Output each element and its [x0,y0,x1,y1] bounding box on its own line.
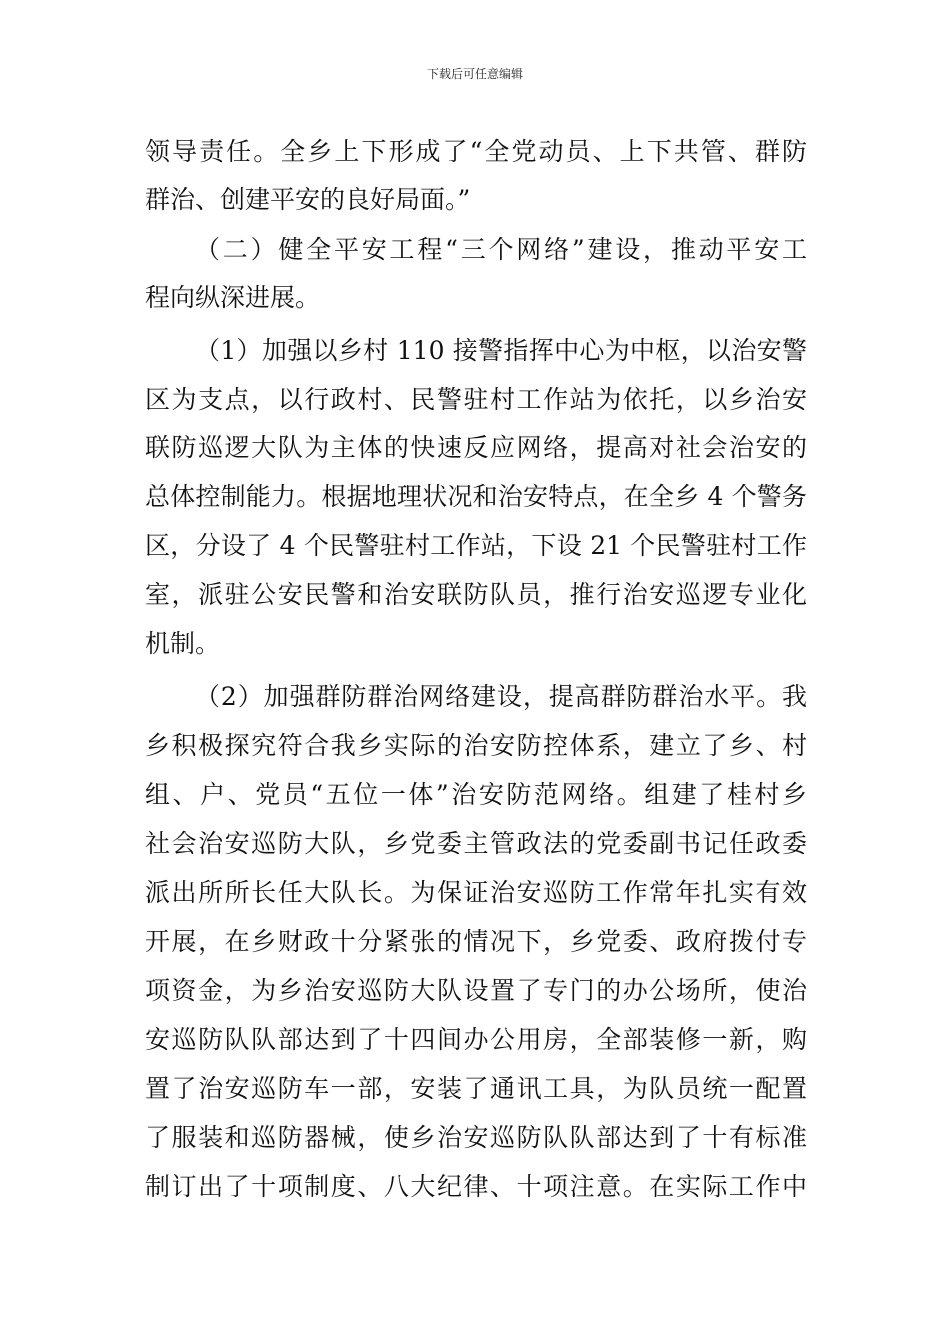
text-line: 安巡防队队部达到了十四间办公用房，全部装修一新，购 [145,1025,807,1054]
text-line: 机制。 [145,629,221,658]
text-line: （2）加强群防群治网络建设，提高群防群治水平。我 [195,682,807,711]
text-line: （1）加强以乡村 110 接警指挥中心为中枢，以治安警 [195,336,807,365]
text-line: 区，分设了 4 个民警驻村工作站，下设 21 个民警驻村工作 [145,531,807,560]
text-line: 派出所所长任大队长。为保证治安巡防工作常年扎实有效 [145,878,807,907]
text-line: 区为支点，以行政村、民警驻村工作站为依托，以乡治安 [145,385,807,414]
text-line: 群治、创建平安的良好局面。” [145,185,471,214]
text-line: 制订出了十项制度、八大纪律、十项注意。在实际工作中 [145,1172,807,1201]
text-line: 开展，在乡财政十分紧张的情况下，乡党委、政府拨付专 [145,927,807,956]
text-line: 项资金，为乡治安巡防大队设置了专门的办公场所，使治 [145,976,807,1005]
text-line: 乡积极探究符合我乡实际的治安防控体系，建立了乡、村 [145,731,807,760]
text-line: 联防巡逻大队为主体的快速反应网络，提高对社会治安的 [145,433,807,462]
text-line: 置了治安巡防车一部，安装了通讯工具，为队员统一配置 [145,1074,807,1103]
text-line: 了服装和巡防器械，使乡治安巡防队队部达到了十有标准 [145,1123,807,1152]
text-line: 社会治安巡防大队，乡党委主管政法的党委副书记任政委 [145,829,807,858]
text-line: 室，派驻公安民警和治安联防队员，推行治安巡逻专业化 [145,580,807,609]
text-line: 领导责任。全乡上下形成了“全党动员、上下共管、群防 [145,137,807,166]
text-line: 程向纵深进展。 [145,283,321,312]
text-line: （二）健全平安工程“三个网络”建设，推动平安工 [195,235,807,264]
page-header: 下载后可任意编辑 [426,67,523,81]
text-line: 总体控制能力。根据地理状况和治安特点，在全乡 4 个警务 [145,482,807,511]
text-line: 组、户、党员“五位一体”治安防范网络。组建了桂村乡 [145,780,807,809]
